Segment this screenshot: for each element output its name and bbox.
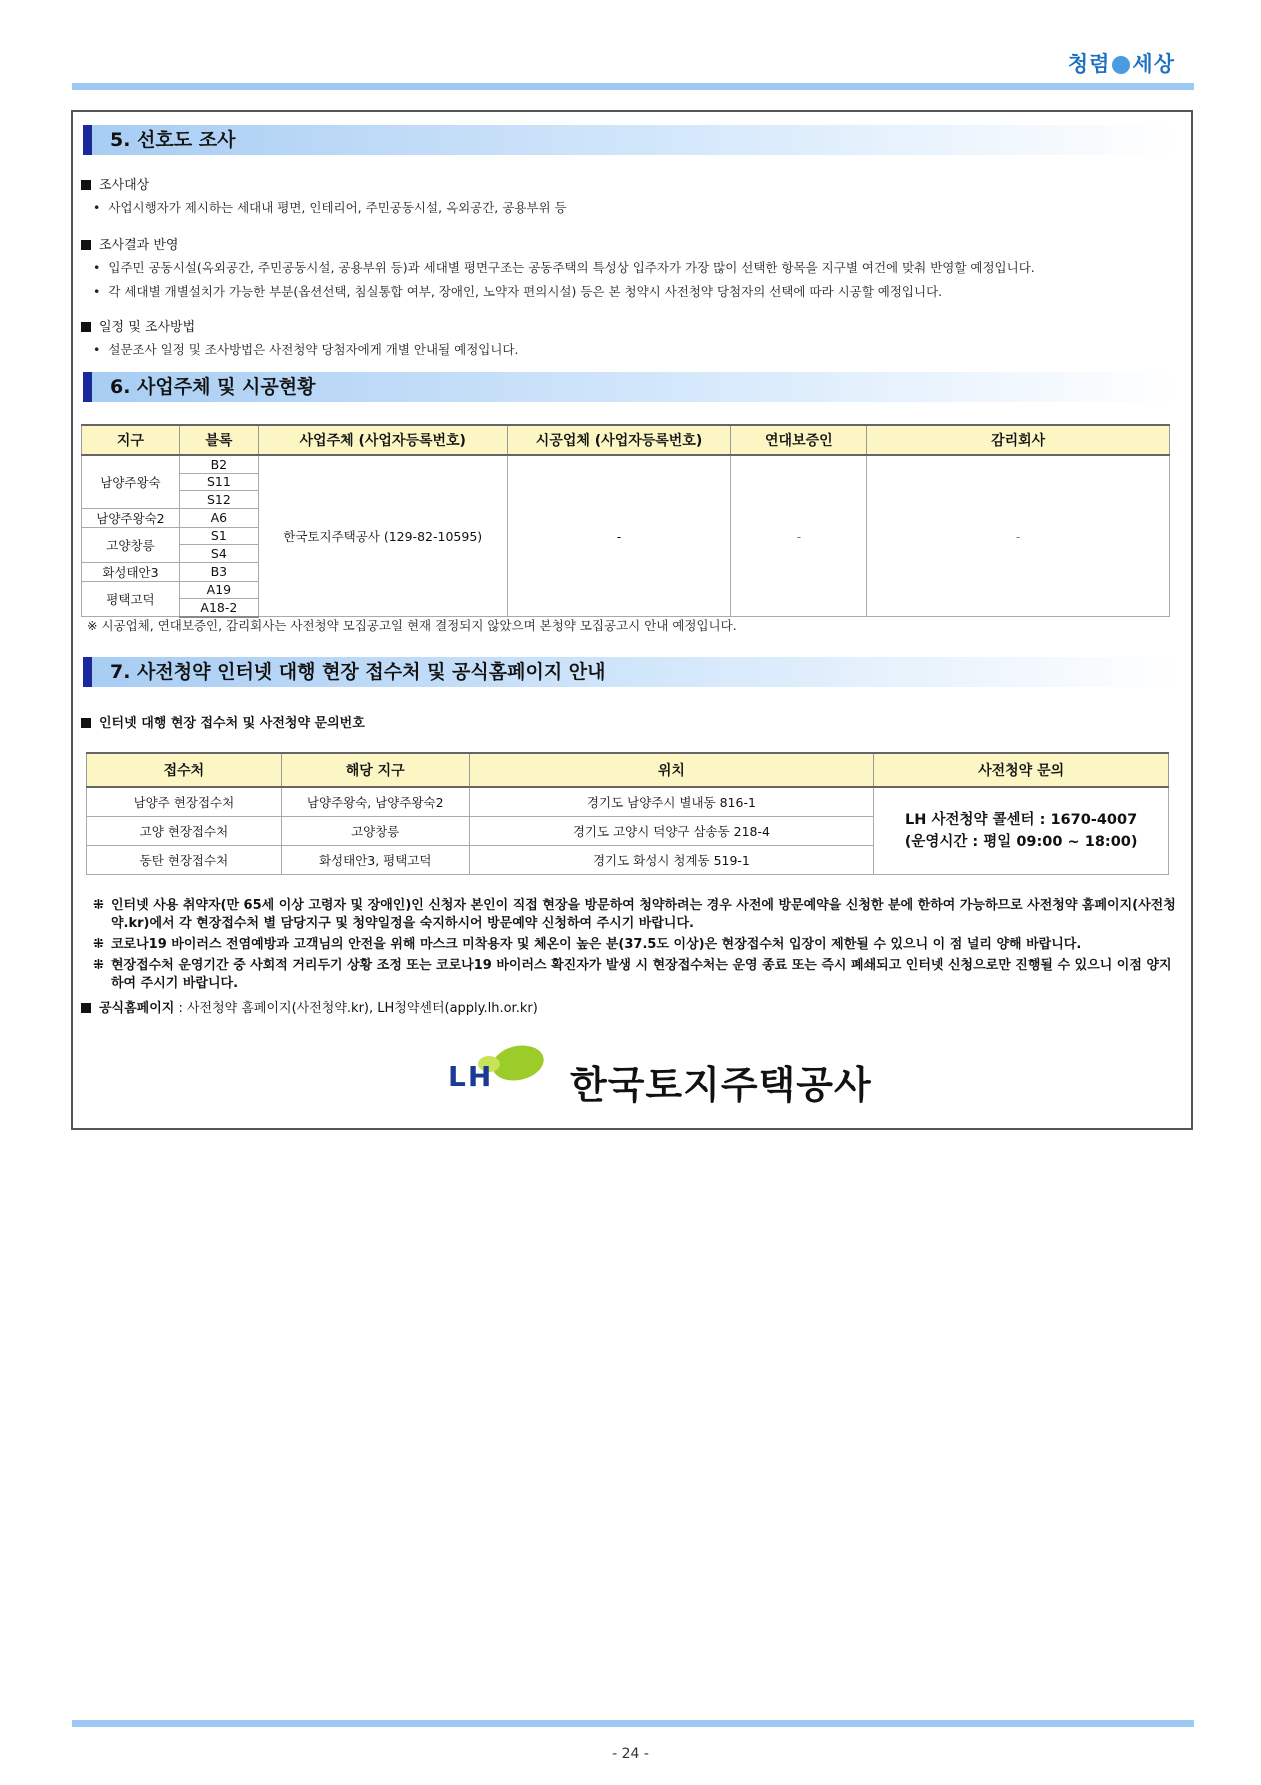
- section5-title: 5. 선호도 조사: [83, 125, 1178, 155]
- call-center-hours: (운영시간 : 평일 09:00 ~ 18:00): [904, 834, 1138, 850]
- col-header: 지구: [82, 425, 180, 455]
- square-bullet-icon: [81, 718, 91, 728]
- col-header: 해당 지구: [281, 753, 469, 787]
- call-center-cell: [874, 787, 1169, 875]
- warning-note: ⁜ 현장접수처 운영기간 중 사회적 거리두기 상황 조정 또는 코로나19 바이러스 확진자가 발생 시 현장접수처는 운영 종료 또는 즉시 폐쇄되고 인터넷 신청으로만 진행될 수 있으니 이점 양지하여 주시기 바랍니다.: [93, 958, 1172, 991]
- office-cell: 남양주 현장접수처: [87, 787, 282, 817]
- district-cell: 고양창릉: [82, 527, 180, 562]
- call-center-number: LH 사전청약 콜센터 : 1670-4007: [905, 812, 1138, 828]
- s5-heading-result: 조사결과 반영: [81, 234, 178, 253]
- district-cell: 평택고덕: [82, 581, 180, 617]
- block-cell: A19: [179, 581, 258, 599]
- contractor-cell: -: [507, 455, 731, 617]
- block-cell: S12: [179, 491, 258, 509]
- guarantor-cell: -: [731, 455, 867, 617]
- lh-mark: LH: [448, 1060, 494, 1093]
- col-header: 감리회사: [867, 425, 1170, 455]
- s5-heading-schedule: 일정 및 조사방법: [81, 316, 195, 335]
- col-header: 접수처: [87, 753, 282, 787]
- block-cell: S4: [179, 545, 258, 563]
- lh-logo: [448, 1046, 968, 1116]
- homepage-label: 공식홈페이지: [99, 1001, 175, 1016]
- location-cell: 경기도 남양주시 별내동 816-1: [469, 787, 874, 817]
- s5-bullet: • 사업시행자가 제시하는 세대내 평면, 인테리어, 주민공동시설, 옥외공간, 공용부위 등: [93, 198, 567, 216]
- section6-note: ※ 시공업체, 연대보증인, 감리회사는 사전청약 모집공고일 현재 결정되지 않았으며 본청약 모집공고시 안내 예정입니다.: [87, 618, 737, 633]
- col-header: 위치: [469, 753, 874, 787]
- page-number: - 24 -: [612, 1746, 649, 1762]
- developer-table: [81, 424, 1170, 618]
- block-cell: B3: [179, 562, 258, 581]
- table-header-row: [87, 753, 1169, 787]
- footer-rule: [72, 1720, 1194, 1727]
- location-cell: 경기도 고양시 덕양구 삼송동 218-4: [469, 817, 874, 846]
- integrity-logo: 청렴 세상: [1067, 52, 1175, 76]
- developer-cell: 한국토지주택공사 (129-82-10595): [258, 455, 507, 617]
- s5-bullet: • 설문조사 일정 및 조사방법은 사전청약 당첨자에게 개별 안내될 예정입니다.: [93, 340, 518, 358]
- district-cell: 화성태안3, 평택고덕: [281, 846, 469, 875]
- reference-mark-icon: ⁜: [93, 958, 104, 973]
- s5-bullet: • 각 세대별 개별설치가 가능한 부분(옵션선택, 침실통합 여부, 장애인, 노약자 편의시설) 등은 본 청약시 사전청약 당첨자의 선택에 따라 시공할 예정입니다.: [93, 282, 942, 300]
- district-cell: 남양주왕숙: [82, 455, 180, 508]
- s5-bullet: • 입주민 공동시설(옥외공간, 주민공동시설, 공용부위 등)과 세대별 평면구조는 공동주택의 특성상 입주자가 가장 많이 선택한 항목을 지구별 여건에 맞춰 반영할 예정입니다.: [93, 258, 1035, 276]
- homepage-links[interactable]: : 사전청약 홈페이지(사전청약.kr), LH청약센터(apply.lh.or.kr): [174, 1001, 538, 1016]
- block-cell: B2: [179, 455, 258, 473]
- square-bullet-icon: [81, 240, 91, 250]
- table-row: [87, 787, 1169, 817]
- square-bullet-icon: [81, 180, 91, 190]
- reference-mark-icon: ⁜: [93, 898, 104, 913]
- square-bullet-icon: [81, 322, 91, 332]
- table-row: [82, 455, 1170, 473]
- office-cell: 동탄 현장접수처: [87, 846, 282, 875]
- supervisor-cell: -: [867, 455, 1170, 617]
- block-cell: A6: [179, 508, 258, 527]
- s5-heading-target: 조사대상: [81, 174, 149, 193]
- warning-note: ⁜ 인터넷 사용 취약자(만 65세 이상 고령자 및 장애인)인 신청자 본인이 직접 현장을 방문하여 청약하려는 경우 사전에 방문예약을 신청한 분에 한하여 가능하므로 사전청약 홈페이지(사전청약.kr)에서 각 현장접수처 별 담당지구 및 청약일정을 숙지하시어 방문예약 신청하여 주시기 바랍니다.: [93, 898, 1176, 931]
- homepage-info: [81, 997, 538, 1016]
- square-bullet-icon: [81, 1003, 91, 1013]
- section7-title: 7. 사전청약 인터넷 대행 현장 접수처 및 공식홈페이지 안내: [83, 657, 1178, 687]
- col-header: 사전청약 문의: [874, 753, 1169, 787]
- col-header: 사업주체 (사업자등록번호): [258, 425, 507, 455]
- block-cell: S1: [179, 527, 258, 545]
- section6-title: 6. 사업주체 및 시공현황: [83, 372, 1178, 402]
- office-cell: 고양 현장접수처: [87, 817, 282, 846]
- block-cell: A18-2: [179, 599, 258, 617]
- location-cell: 경기도 화성시 청계동 519-1: [469, 846, 874, 875]
- district-cell: 남양주왕숙, 남양주왕숙2: [281, 787, 469, 817]
- district-cell: 고양창릉: [281, 817, 469, 846]
- block-cell: S11: [179, 473, 258, 491]
- company-name: 한국토지주택공사: [570, 1063, 872, 1107]
- office-table: [86, 752, 1169, 875]
- globe-icon: [1112, 56, 1130, 74]
- table-header-row: [82, 425, 1170, 455]
- col-header: 연대보증인: [731, 425, 867, 455]
- content-frame: [71, 110, 1193, 1130]
- district-cell: 남양주왕숙2: [82, 508, 180, 527]
- warning-note: ⁜ 코로나19 바이러스 전염예방과 고객님의 안전을 위해 마스크 미착용자 및 체온이 높은 분(37.5도 이상)은 현장접수처 입장이 제한될 수 있으니 이 점 널리 양해 바랍니다.: [93, 937, 1082, 952]
- district-cell: 화성태안3: [82, 562, 180, 581]
- reference-mark-icon: ⁜: [93, 937, 104, 952]
- col-header: 시공업체 (사업자등록번호): [507, 425, 731, 455]
- col-header: 블록: [179, 425, 258, 455]
- header-rule: [72, 83, 1194, 90]
- s7-subheading: 인터넷 대행 현장 접수처 및 사전청약 문의번호: [81, 712, 365, 731]
